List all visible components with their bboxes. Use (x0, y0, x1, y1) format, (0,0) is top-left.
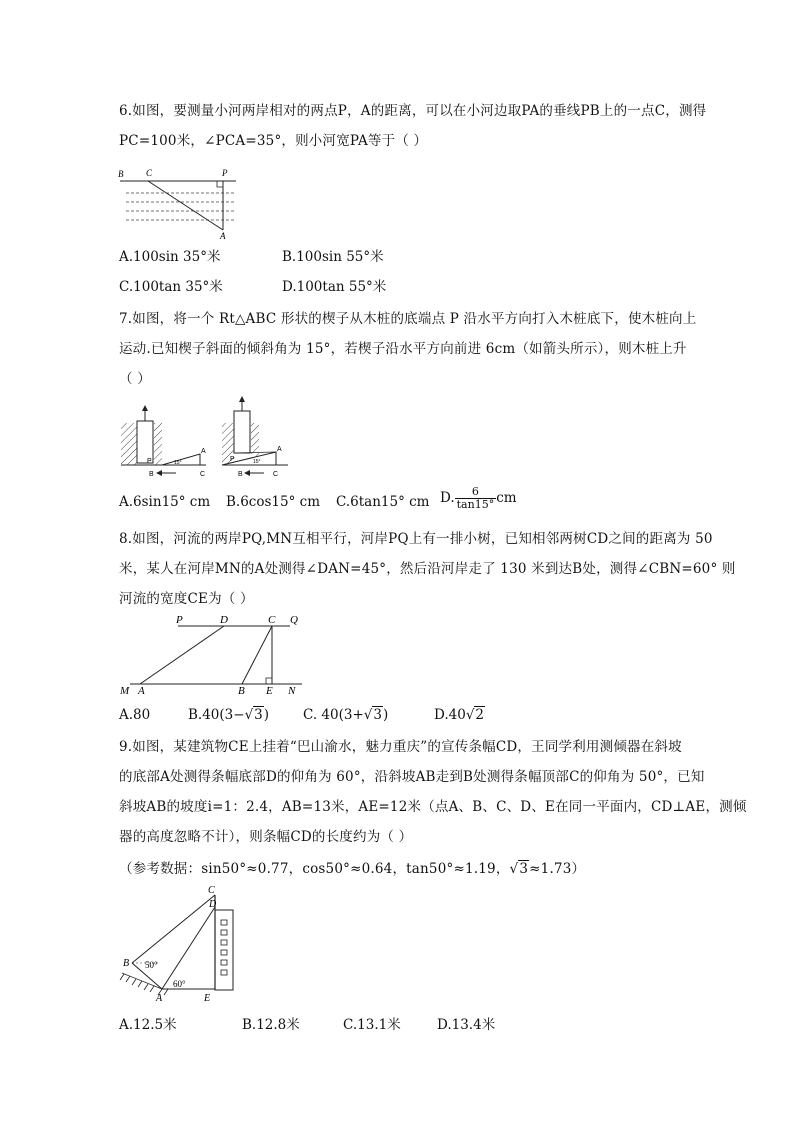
q6-right-angle-mark (217, 181, 223, 187)
q7-option-d-prefix: D. (440, 490, 455, 506)
q6-label-b: B (118, 169, 124, 179)
q9-label-e: E (204, 993, 211, 1004)
q6-label-c: C (146, 168, 153, 178)
q7-option-d-denominator: tan15° (456, 498, 495, 511)
q9-option-c[interactable]: C.13.1米 (343, 1017, 401, 1033)
q8-option-c-radicand: 3 (373, 707, 382, 723)
q7-label-c-after: C (273, 471, 279, 478)
q7-pile-after (234, 411, 250, 453)
q7-option-b[interactable]: B.6cos15° cm (226, 494, 320, 510)
q8-option-b-prefix: B.40(3− (188, 707, 245, 723)
q9-figure (118, 885, 243, 1005)
q7-angle-after: 15° (253, 459, 261, 465)
q8-label-e: E (266, 685, 273, 697)
q6-option-a[interactable]: A.100sin 35°米 (119, 249, 221, 265)
q7-option-c[interactable]: C.6tan15° cm (336, 494, 430, 510)
q9-reference-data: （参考数据：sin50°≈0.77，cos50°≈0.64，tan50°≈1.19，√3≈1.73） (119, 861, 586, 877)
q7-option-d-numerator: 6 (455, 486, 497, 499)
q8-right-angle-mark (266, 678, 272, 684)
q9-option-a[interactable]: A.12.5米 (119, 1017, 177, 1033)
q7-figure-after (222, 396, 288, 478)
q9-option-d[interactable]: D.13.4米 (437, 1017, 496, 1033)
q9-option-b[interactable]: B.12.8米 (242, 1017, 300, 1033)
q6-label-a: A (220, 231, 226, 241)
q8-label-q: Q (290, 614, 298, 626)
q8-option-d[interactable]: D.40√2 (434, 707, 485, 723)
q7-angle-before: 15° (174, 460, 182, 466)
q8-label-n: N (288, 685, 296, 697)
q8-label-a: A (138, 685, 145, 697)
q9-label-b: B (123, 958, 130, 969)
q8-stem-line1: 8.如图，河流的两岸PQ,MN互相平行，河岸PQ上有一排小树，已知相邻两树CD之间的距离为 50 (119, 531, 713, 547)
q7-label-b-before: B (149, 471, 154, 478)
q7-label-p-after: P (230, 456, 235, 463)
q8-label-m: M (120, 685, 130, 697)
q7-stem-line1: 7.如图，将一个 Rt△ABC 形状的楔子从木桩的底端点 P 沿水平方向打入木桩底下，使木桩向上 (119, 311, 697, 327)
q9-stem-line3: 斜坡AB的坡度i=1：2.4，AB=13米，AE=12米（点A、B、C、D、E在同一平面内，CD⊥AE，测倾 (119, 799, 747, 815)
q6-stem-line1: 6.如图，要测量小河两岸相对的两点P，A的距离，可以在小河边取PA的垂线PB上的一点C，测得 (119, 103, 707, 119)
q8-option-d-prefix: D.40 (434, 707, 466, 723)
q9-stem-line4: 器的高度忽略不计），则条幅CD的长度约为（ ） (119, 829, 413, 845)
q8-option-a[interactable]: A.80 (119, 707, 151, 723)
q9-angle-60: 60° (173, 979, 186, 989)
q9-stem-line1: 9.如图，某建筑物CE上挂着“巴山渝水，魅力重庆”的宣传条幅CD，王同学利用测倾器在斜坡 (119, 739, 682, 755)
q7-label-a-after: A (277, 446, 282, 453)
q9-label-a: A (156, 993, 163, 1004)
q8-figure (118, 614, 308, 696)
q7-pile-before (137, 421, 153, 463)
q7-figure (118, 403, 318, 483)
q9-angle-50: 50° (145, 960, 158, 970)
q9-label-c: C (208, 885, 215, 896)
q8-option-d-radicand: 2 (475, 707, 485, 723)
q8-option-b-suffix: ) (263, 707, 270, 723)
q6-segment-ca (148, 181, 223, 230)
q7-option-d-unit: cm (496, 490, 517, 506)
q8-label-d: D (220, 614, 228, 626)
q9-reference-radicand: 3 (519, 861, 529, 877)
q8-option-b-radicand: 3 (254, 707, 263, 723)
q7-label-a-before: A (201, 448, 206, 455)
q7-figure-before (121, 405, 206, 478)
q7-option-d-fraction (455, 486, 497, 511)
q8-option-c[interactable]: C. 40(3+√3) (303, 707, 389, 723)
q7-label-p-before: P (147, 458, 152, 465)
q8-option-c-prefix: C. 40(3+ (303, 707, 364, 723)
q6-figure (118, 165, 238, 240)
q9-sightline-bc (132, 895, 215, 963)
q9-reference-prefix: （参考数据：sin50°≈0.77，cos50°≈0.64，tan50°≈1.19， (119, 861, 510, 877)
q8-stem-line2: 米，某人在河岸MN的A处测得∠DAN=45°，然后沿河岸走了 130 米到达B处，测得∠CBN=60° 则 (119, 561, 736, 577)
q8-segment-ad (140, 626, 224, 684)
q7-stem-line3: （ ） (119, 371, 151, 387)
q6-stem-line2: PC=100米，∠PCA=35°，则小河宽PA等于（ ） (119, 133, 428, 149)
q7-label-c-before: C (200, 471, 206, 478)
q9-reference-suffix: ≈1.73） (529, 861, 586, 877)
q6-label-p: P (222, 168, 228, 178)
q8-label-p: P (176, 614, 183, 626)
q6-option-c[interactable]: C.100tan 35°米 (119, 279, 223, 295)
q7-stem-line2: 运动.已知楔子斜面的倾斜角为 15°，若楔子沿水平方向前进 6cm（如箭头所示），则木桩上升 (119, 341, 687, 357)
q7-label-b-after: B (238, 471, 243, 478)
q6-option-d[interactable]: D.100tan 55°米 (282, 279, 387, 295)
q6-option-b[interactable]: B.100sin 55°米 (282, 249, 384, 265)
q8-stem-line3: 河流的宽度CE为（ ） (119, 591, 254, 607)
q9-stem-line2: 的底部A处测得条幅底部D的仰角为 60°，沿斜坡AB走到B处测得条幅顶部C的仰角为 50°，已知 (119, 769, 705, 785)
q8-label-b: B (238, 685, 245, 697)
q8-segment-bc (242, 626, 272, 684)
q8-option-c-suffix: ) (382, 707, 389, 723)
q9-sightline-ad (162, 907, 215, 989)
q9-slope-hatching (120, 973, 162, 992)
q7-option-d[interactable] (440, 486, 517, 511)
q8-label-c: C (268, 614, 276, 626)
q9-label-d: D (209, 899, 217, 910)
q8-option-b[interactable]: B.40(3−√3) (188, 707, 270, 723)
q7-option-a[interactable]: A.6sin15° cm (119, 494, 211, 510)
